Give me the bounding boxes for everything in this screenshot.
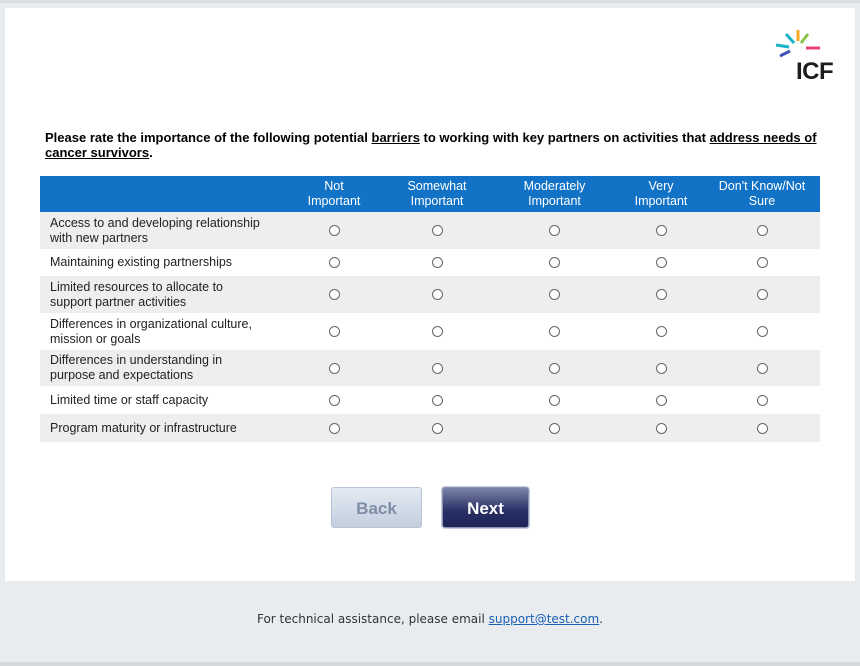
rating-cell xyxy=(618,313,704,350)
grid-row xyxy=(40,386,820,414)
top-border xyxy=(0,0,860,3)
rating-cell xyxy=(491,276,618,313)
grid-header-blank xyxy=(40,176,285,212)
rating-cell xyxy=(383,313,491,350)
rating-radio[interactable] xyxy=(656,289,667,300)
question-text xyxy=(45,130,825,160)
rating-radio[interactable] xyxy=(656,423,667,434)
row-label: Maintaining existing partnerships xyxy=(40,249,285,276)
question-suffix: . xyxy=(149,145,153,160)
survey-card xyxy=(5,8,855,581)
rating-radio[interactable] xyxy=(757,363,768,374)
grid-header-row xyxy=(40,176,820,212)
rating-cell xyxy=(491,313,618,350)
rating-cell xyxy=(491,212,618,249)
rating-cell xyxy=(618,386,704,414)
rating-radio[interactable] xyxy=(656,257,667,268)
rating-cell xyxy=(285,386,383,414)
rating-radio[interactable] xyxy=(549,225,560,236)
rating-cell xyxy=(285,212,383,249)
rating-cell xyxy=(383,386,491,414)
footer-suffix: . xyxy=(599,612,604,626)
rating-radio[interactable] xyxy=(656,326,667,337)
rating-radio[interactable] xyxy=(757,395,768,406)
row-label: Limited resources to allocate to support partner activities xyxy=(40,276,285,313)
grid-row xyxy=(40,313,820,350)
rating-radio[interactable] xyxy=(432,326,443,337)
column-header: Very Important xyxy=(618,176,704,212)
rating-cell xyxy=(285,276,383,313)
rating-cell xyxy=(618,249,704,276)
question-prefix: Please rate the importance of the following potential xyxy=(45,130,372,145)
rating-cell xyxy=(704,386,820,414)
row-label: Limited time or staff capacity xyxy=(40,386,285,414)
footer-text: For technical assistance, please email xyxy=(256,612,489,626)
rating-cell xyxy=(704,350,820,386)
rating-radio[interactable] xyxy=(432,225,443,236)
rating-radio[interactable] xyxy=(549,423,560,434)
grid-row xyxy=(40,249,820,276)
back-button[interactable]: Back xyxy=(331,487,422,528)
logo-text: ICF xyxy=(796,58,834,85)
rating-radio[interactable] xyxy=(549,363,560,374)
rating-cell xyxy=(704,414,820,442)
rating-cell xyxy=(383,350,491,386)
rating-cell xyxy=(285,350,383,386)
row-label: Differences in organizational culture, mission or goals xyxy=(40,313,285,350)
grid-row xyxy=(40,276,820,313)
row-label: Access to and developing relationship with new partners xyxy=(40,212,285,249)
rating-radio[interactable] xyxy=(757,225,768,236)
rating-radio[interactable] xyxy=(656,225,667,236)
rating-cell xyxy=(383,212,491,249)
rating-radio[interactable] xyxy=(757,257,768,268)
rating-radio[interactable] xyxy=(549,395,560,406)
column-header: Don't Know/Not Sure xyxy=(704,176,820,212)
burst-icon xyxy=(770,28,830,60)
rating-cell xyxy=(491,249,618,276)
rating-radio[interactable] xyxy=(432,257,443,268)
rating-cell xyxy=(704,249,820,276)
question-middle: to working with key partners on activities that xyxy=(419,130,710,145)
grid-row xyxy=(40,212,820,249)
rating-cell xyxy=(285,414,383,442)
column-header: Not Important xyxy=(285,176,383,212)
rating-cell xyxy=(491,350,618,386)
question-term-needs: address needs of cancer survivors xyxy=(45,130,817,160)
rating-cell xyxy=(285,249,383,276)
rating-cell xyxy=(383,276,491,313)
rating-radio[interactable] xyxy=(757,326,768,337)
rating-cell xyxy=(285,313,383,350)
row-label: Program maturity or infrastructure xyxy=(40,414,285,442)
rating-radio[interactable] xyxy=(656,363,667,374)
rating-cell xyxy=(618,350,704,386)
rating-radio[interactable] xyxy=(329,257,340,268)
rating-cell xyxy=(618,212,704,249)
rating-radio[interactable] xyxy=(432,395,443,406)
column-header: Somewhat Important xyxy=(383,176,491,212)
rating-radio[interactable] xyxy=(329,326,340,337)
rating-radio[interactable] xyxy=(329,423,340,434)
question-term-barriers: barriers xyxy=(371,130,420,145)
rating-radio[interactable] xyxy=(757,423,768,434)
rating-cell xyxy=(618,414,704,442)
rating-radio[interactable] xyxy=(329,363,340,374)
rating-radio[interactable] xyxy=(432,423,443,434)
grid-row xyxy=(40,414,820,442)
icf-logo xyxy=(770,28,850,93)
rating-radio[interactable] xyxy=(757,289,768,300)
grid-row xyxy=(40,350,820,386)
rating-cell xyxy=(704,276,820,313)
support-email-link[interactable]: support@test.com xyxy=(488,612,600,626)
rating-radio[interactable] xyxy=(432,363,443,374)
rating-radio[interactable] xyxy=(432,289,443,300)
rating-cell xyxy=(383,414,491,442)
rating-radio[interactable] xyxy=(329,289,340,300)
rating-radio[interactable] xyxy=(549,289,560,300)
rating-cell xyxy=(491,386,618,414)
rating-radio[interactable] xyxy=(329,395,340,406)
rating-radio[interactable] xyxy=(549,326,560,337)
bottom-border xyxy=(0,662,860,666)
row-label: Differences in understanding in purpose and expectations xyxy=(40,350,285,386)
rating-cell xyxy=(383,249,491,276)
rating-cell xyxy=(704,313,820,350)
footer xyxy=(0,612,860,626)
rating-radio[interactable] xyxy=(329,225,340,236)
rating-cell xyxy=(704,212,820,249)
next-button[interactable]: Next xyxy=(442,487,529,528)
rating-grid xyxy=(40,176,820,442)
rating-radio[interactable] xyxy=(549,257,560,268)
rating-cell xyxy=(491,414,618,442)
column-header: Moderately Important xyxy=(491,176,618,212)
rating-radio[interactable] xyxy=(656,395,667,406)
rating-cell xyxy=(618,276,704,313)
